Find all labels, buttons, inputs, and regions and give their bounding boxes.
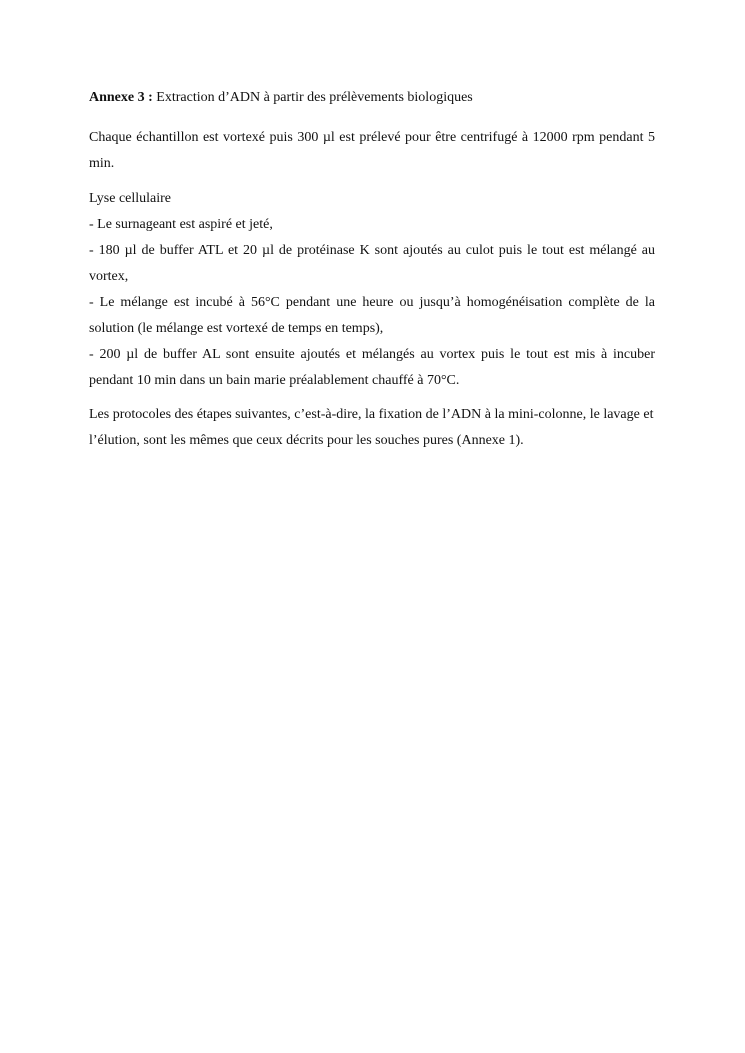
document-page [89,88,655,454]
following-steps-paragraph: Les protocoles des étapes suivantes, c’est-à-dire, la fixation de l’ADN à la mini-colonne, le lavage et l’élution, sont les mêmes que ceux décrits pour les souches pures (Annexe 1). [89,407,654,448]
lysis-heading: Lyse cellulaire [89,191,172,206]
lysis-step: - 200 µl de buffer AL sont ensuite ajoutés et mélangés au vortex puis le tout est mis à incuber pendant 10 min dans un bain marie préalablement chauffé à 70°C. [89,347,655,388]
annex-title-text: Extraction d’ADN à partir des prélèvements biologiques [152,90,473,105]
lysis-section [89,186,655,394]
lysis-step: - Le surnageant est aspiré et jeté, [89,217,273,232]
annex-label: Annexe 3 : [89,90,153,105]
lysis-step: - 180 µl de buffer ATL et 20 µl de protéinase K sont ajoutés au culot puis le tout est mélangé au vortex, [89,243,655,284]
annex-title [89,88,655,108]
sample-preparation-paragraph: Chaque échantillon est vortexé puis 300 µl est prélevé pour être centrifugé à 12000 rpm pendant 5 min. [89,130,655,171]
lysis-step: - Le mélange est incubé à 56°C pendant une heure ou jusqu’à homogénéisation complète de la solution (le mélange est vortexé de temps en temps), [89,295,655,336]
